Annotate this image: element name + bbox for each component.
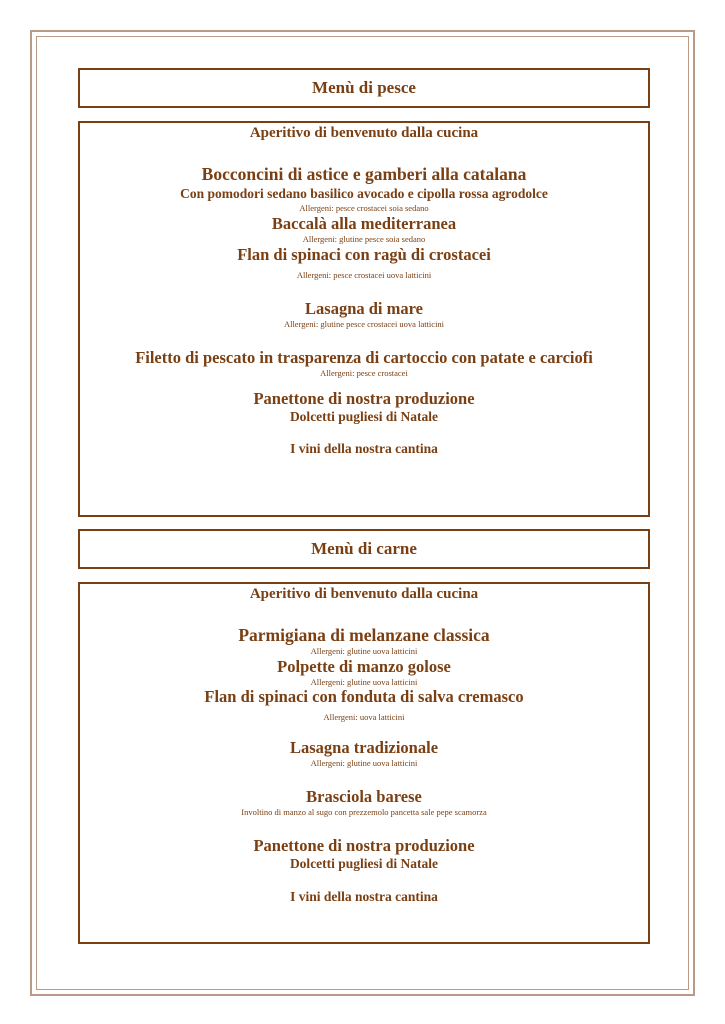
- meat-dish-2: Polpette di manzo golose: [277, 657, 451, 676]
- meat-wines: I vini della nostra cantina: [290, 889, 438, 904]
- meat-dish-3: Flan di spinaci con fonduta di salva cremasco: [204, 687, 524, 706]
- meat-dish-5-desc: Involtino di manzo al sugo con prezzemolo pancetta sale pepe scamorza: [241, 807, 487, 817]
- meat-aperitivo: Aperitivo di benvenuto dalla cucina: [249, 586, 479, 602]
- fish-menu-title-box: [78, 68, 650, 108]
- fish-dish-5-allergens: Allergeni: pesce crostacei: [320, 368, 408, 378]
- fish-wines: I vini della nostra cantina: [290, 441, 438, 456]
- meat-dish-5: Brasciola barese: [306, 787, 422, 806]
- fish-dish-2-allergens: Allergeni: glutine pesce soia sedano: [302, 234, 426, 244]
- meat-dish-1: Parmigiana di melanzane classica: [238, 625, 490, 645]
- fish-dish-2: Baccalà alla mediterranea: [271, 214, 457, 233]
- meat-dish-4-allergens: Allergeni: glutine uova latticini: [310, 758, 418, 768]
- fish-dish-1-desc: Con pomodori sedano basilico avocado e cipolla rossa agrodolce: [180, 186, 548, 201]
- fish-dish-1: Bocconcini di astice e gamberi alla catalana: [201, 164, 527, 184]
- meat-menu-content: [78, 582, 650, 944]
- fish-dish-4: Lasagna di mare: [305, 299, 423, 318]
- fish-dessert: Panettone di nostra produzione: [253, 389, 475, 408]
- meat-dish-4: Lasagna tradizionale: [289, 738, 439, 757]
- fish-aperitivo: Aperitivo di benvenuto dalla cucina: [249, 125, 479, 141]
- meat-menu-title: Menù di carne: [311, 539, 417, 558]
- fish-dessert-2: Dolcetti pugliesi di Natale: [289, 409, 439, 424]
- meat-dish-3-allergens: Allergeni: uova latticini: [323, 712, 405, 722]
- meat-menu-title-box: [78, 529, 650, 569]
- fish-dish-1-allergens: Allergeni: pesce crostacei soia sedano: [299, 203, 429, 213]
- fish-menu-content: [78, 121, 650, 517]
- fish-dish-3: Flan di spinaci con ragù di crostacei: [237, 245, 491, 264]
- meat-dish-2-allergens: Allergeni: glutine uova latticini: [310, 677, 418, 687]
- fish-dish-5: Filetto di pescato in trasparenza di cartoccio con patate e carciofi: [135, 348, 593, 367]
- fish-dish-4-allergens: Allergeni: glutine pesce crostacei uova latticini: [283, 319, 445, 329]
- fish-dish-3-allergens: Allergeni: pesce crostacei uova latticini: [296, 270, 432, 280]
- meat-dish-1-allergens: Allergeni: glutine uova latticini: [310, 646, 418, 656]
- fish-menu-title: Menù di pesce: [312, 78, 416, 97]
- meat-dessert-2: Dolcetti pugliesi di Natale: [289, 856, 439, 871]
- meat-dessert: Panettone di nostra produzione: [253, 836, 475, 855]
